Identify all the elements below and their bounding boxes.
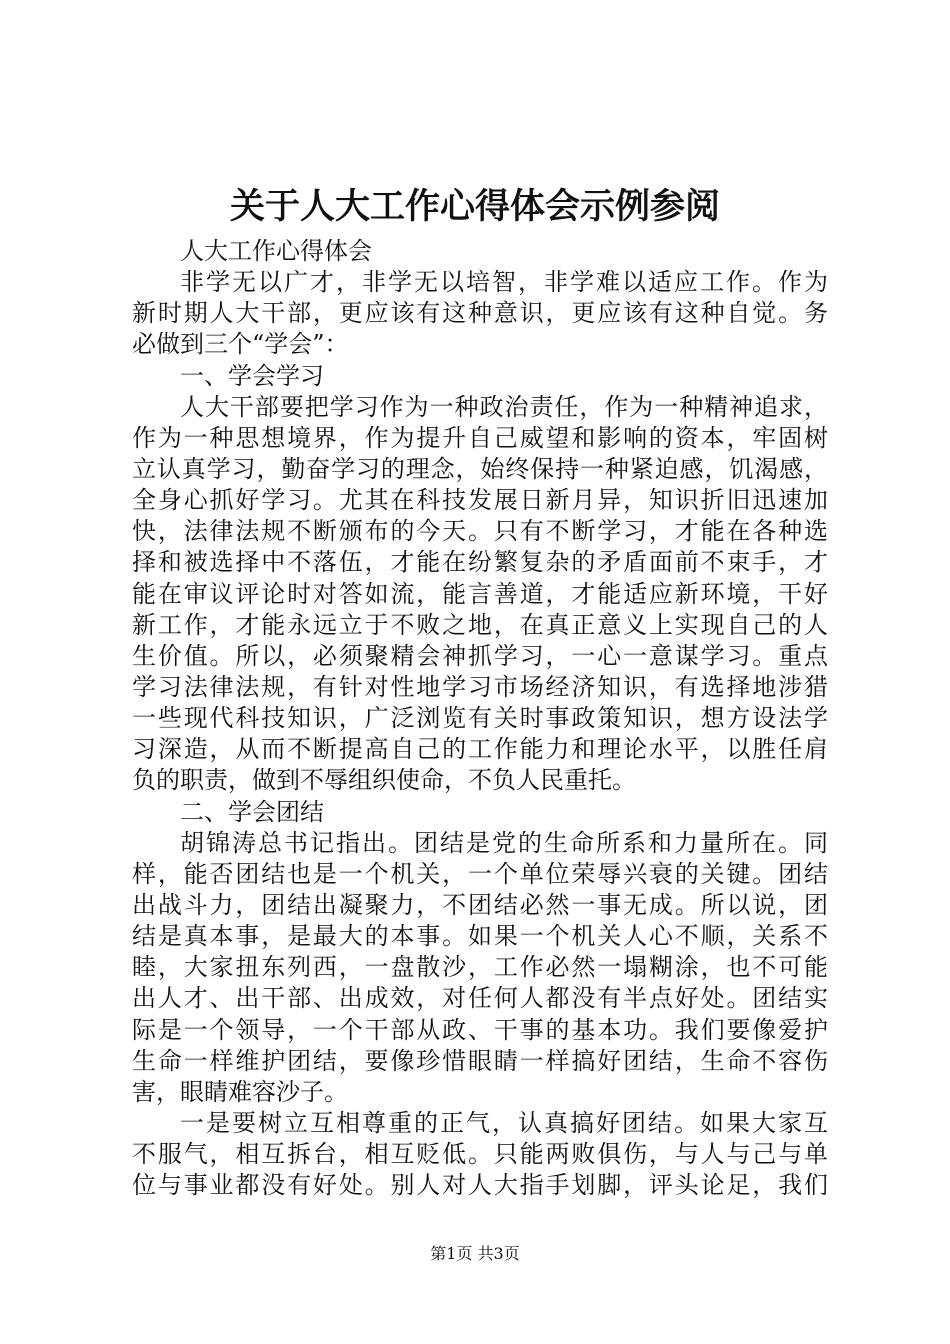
- text-line: 胡锦涛总书记指出。团结是党的生命所系和力量所在。同: [180, 828, 828, 857]
- text-line: 位与事业都没有好处。别人对人大指手划脚，评头论足，我们: [132, 1171, 828, 1200]
- text-line: 立认真学习，勤奋学习的理念，始终保持一种紧迫感，饥渴感，: [132, 454, 828, 483]
- text-line: 一些现代科技知识，广泛浏览有关时事政策知识，想方设法学: [132, 704, 828, 733]
- page-footer: 第1页 共3页: [430, 1244, 520, 1263]
- text-line: 际是一个领导，一个干部从政、干事的基本功。我们要像爱护: [132, 1015, 828, 1044]
- document-title: 关于人大工作心得体会示例参阅: [229, 186, 720, 227]
- text-line: 全身心抓好学习。尤其在科技发展日新月异，知识折旧迅速加: [132, 486, 828, 515]
- text-line: 人大干部要把学习作为一种政治责任，作为一种精神追求，: [180, 392, 828, 421]
- text-line: 习深造，从而不断提高自己的工作能力和理论水平，以胜任肩: [132, 735, 828, 764]
- text-line: 能在审议评论时对答如流，能言善道，才能适应新环境，干好: [132, 579, 828, 608]
- text-line: 结是真本事，是最大的本事。如果一个机关人心不顺，关系不: [132, 922, 828, 951]
- text-line: 生命一样维护团结，要像珍惜眼睛一样搞好团结，生命不容伤: [132, 1046, 828, 1075]
- text-line: 人大工作心得体会: [180, 237, 372, 265]
- text-line: 负的职责，做到不辱组织使命，不负人民重托。: [132, 766, 636, 795]
- text-line: 作为一种思想境界，作为提升自己威望和影响的资本，牢固树: [132, 423, 828, 452]
- text-line: 一、学会学习: [180, 361, 324, 390]
- text-line: 新时期人大干部，更应该有这种意识，更应该有这种自觉。务: [132, 299, 828, 328]
- text-line: 害，眼睛难容沙子。: [132, 1077, 348, 1106]
- text-line: 样，能否团结也是一个机关，一个单位荣辱兴衰的关键。团结: [132, 859, 828, 888]
- text-line: 必做到三个“学会”：: [132, 330, 349, 359]
- text-line: 二、学会团结: [180, 797, 324, 826]
- text-line: 不服气，相互拆台，相互贬低。只能两败俱伤，与人与己与单: [132, 1140, 828, 1169]
- text-line: 新工作，才能永远立于不败之地，在真正意义上实现自己的人: [132, 610, 828, 639]
- text-line: 学习法律法规，有针对性地学习市场经济知识，有选择地涉猎: [132, 672, 828, 701]
- text-line: 择和被选择中不落伍，才能在纷繁复杂的矛盾面前不束手，才: [132, 548, 828, 577]
- document-body: [132, 236, 828, 1201]
- text-line: 非学无以广才，非学无以培智，非学难以适应工作。作为: [180, 268, 828, 297]
- text-line: 出战斗力，团结出凝聚力，不团结必然一事无成。所以说，团: [132, 890, 828, 919]
- text-line: 睦，大家扭东列西，一盘散沙，工作必然一塌糊涂，也不可能: [132, 953, 828, 982]
- text-line: 生价值。所以，必须聚精会神抓学习，一心一意谋学习。重点: [132, 641, 828, 670]
- text-line: 出人才、出干部、出成效，对任何人都没有半点好处。团结实: [132, 984, 828, 1013]
- text-line: 快，法律法规不断颁布的今天。只有不断学习，才能在各种选: [132, 517, 828, 546]
- text-line: 一是要树立互相尊重的正气，认真搞好团结。如果大家互: [180, 1108, 828, 1137]
